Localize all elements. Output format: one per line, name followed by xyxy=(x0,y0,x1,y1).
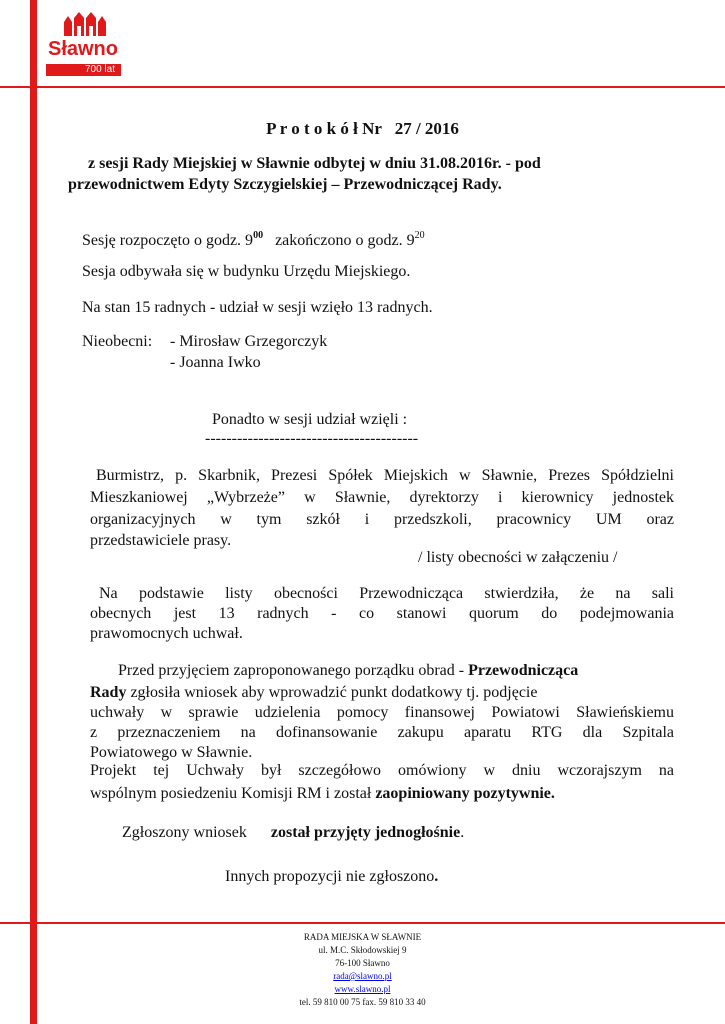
proposal-line-6: Projekt tej Uchwały był szczegółowo omówiony w dniu wczorajszym na xyxy=(90,762,674,779)
motion-result: został przyjęty jednogłośnie xyxy=(270,824,461,841)
footer-phone: tel. 59 810 00 75 fax. 59 810 33 40 xyxy=(299,997,426,1007)
others-underline: ---------------------------------------- xyxy=(205,430,419,447)
session-start: Sesję rozpoczęto o godz. 9 xyxy=(82,232,254,249)
others-line-1: Burmistrz, p. Skarbnik, Prezesi Spółek Miejskich w Sławnie, Prezes Spółdzielni xyxy=(96,467,674,484)
proposal-chair: Przewodnicząca xyxy=(468,662,579,679)
proposal-opinion: zaopiniowany pozytywnie. xyxy=(375,785,555,802)
proposal-council: Rady xyxy=(90,684,127,701)
red-header-rule xyxy=(0,86,725,88)
footer-city: 76-100 Sławno xyxy=(335,958,390,968)
absent-name-2: - Joanna Iwko xyxy=(170,354,261,371)
logo-anniversary-badge: 700 lat xyxy=(46,64,121,76)
no-other-period: . xyxy=(434,868,439,885)
footer-street: ul. M.C. Skłodowskiej 9 xyxy=(318,945,407,955)
motion-period: . xyxy=(460,824,465,841)
proposal-line-5: Powiatowego w Sławnie. xyxy=(90,744,253,761)
footer-email-link[interactable]: rada@slawno.pl xyxy=(333,971,392,981)
proposal-line-7-text: wspólnym posiedzeniu Komisji RM i został xyxy=(90,785,372,802)
proposal-line-2-text: zgłosiła wniosek aby wprowadzić punkt dodatkowy tj. podjęcie xyxy=(130,684,538,701)
others-line-4: przedstawiciele prasy. xyxy=(90,532,232,549)
footer xyxy=(0,931,725,1009)
red-vertical-rule xyxy=(30,0,37,1024)
session-end: zakończono o godz. 9 xyxy=(275,232,415,249)
proposal-line-1 xyxy=(118,662,578,680)
absent-label: Nieobecni: xyxy=(82,333,153,350)
others-heading: Ponadto w sesji udział wzięli : xyxy=(212,411,408,428)
no-other-proposals xyxy=(225,868,438,886)
proposal-line-4: z przeznaczeniem na dofinansowanie zakupu aparatu RTG dla Szpitala xyxy=(90,724,674,741)
motion-text: Zgłoszony wniosek xyxy=(122,824,247,841)
session-times xyxy=(82,230,425,250)
title-label: P r o t o k ó ł Nr xyxy=(266,119,382,138)
red-footer-rule xyxy=(0,922,725,924)
no-other-text: Innych propozycji nie zgłoszono xyxy=(225,868,435,885)
proposal-line-3: uchwały w sprawie udzielenia pomocy finansowej Powiatowi Sławieńskiemu xyxy=(90,704,674,721)
others-line-2: Mieszkaniowej „Wybrzeże” w Sławnie, dyrektorzy i kierownicy jednostek xyxy=(90,489,674,506)
proposal-line-2 xyxy=(90,684,537,702)
proposal-line-7 xyxy=(90,785,555,803)
motion-accepted xyxy=(122,824,464,842)
quorum-line-3: prawomocnych uchwał. xyxy=(90,625,243,642)
intro-line-2: przewodnictwem Edyty Szczygielskiej – Przewodniczącej Rady. xyxy=(68,176,502,193)
others-line-3: organizacyjnych w tym szkół i przedszkoli, pracownicy UM oraz xyxy=(90,511,674,528)
title-number: 27 / 2016 xyxy=(394,119,459,138)
quorum-line-1: Na podstawie listy obecności Przewodnicząca stwierdziła, że na sali xyxy=(99,585,674,602)
footer-web-link[interactable]: www.slawno.pl xyxy=(334,984,391,994)
session-location: Sesja odbywała się w budynku Urzędu Miejskiego. xyxy=(82,263,411,280)
quorum-line-2: obecnych jest 13 radnych - co stanowi quorum do podejmowania xyxy=(90,605,674,622)
attendance-list-note: / listy obecności w załączeniu / xyxy=(418,549,618,566)
proposal-line-1-text: Przed przyjęciem zaproponowanego porządku obrad - xyxy=(118,662,465,679)
absent-name-1: - Mirosław Grzegorczyk xyxy=(170,333,328,350)
session-end-minutes: 20 xyxy=(414,230,425,241)
session-attendance: Na stan 15 radnych - udział w sesji wzięło 13 radnych. xyxy=(82,299,433,316)
logo-wordmark: Sławno xyxy=(47,38,118,60)
intro-line-1: z sesji Rady Miejskiej w Sławnie odbytej w dniu 31.08.2016r. - pod xyxy=(88,155,541,172)
footer-org: RADA MIEJSKA W SŁAWNIE xyxy=(303,932,422,942)
session-start-minutes: 00 xyxy=(253,230,264,241)
document-title xyxy=(0,119,725,139)
